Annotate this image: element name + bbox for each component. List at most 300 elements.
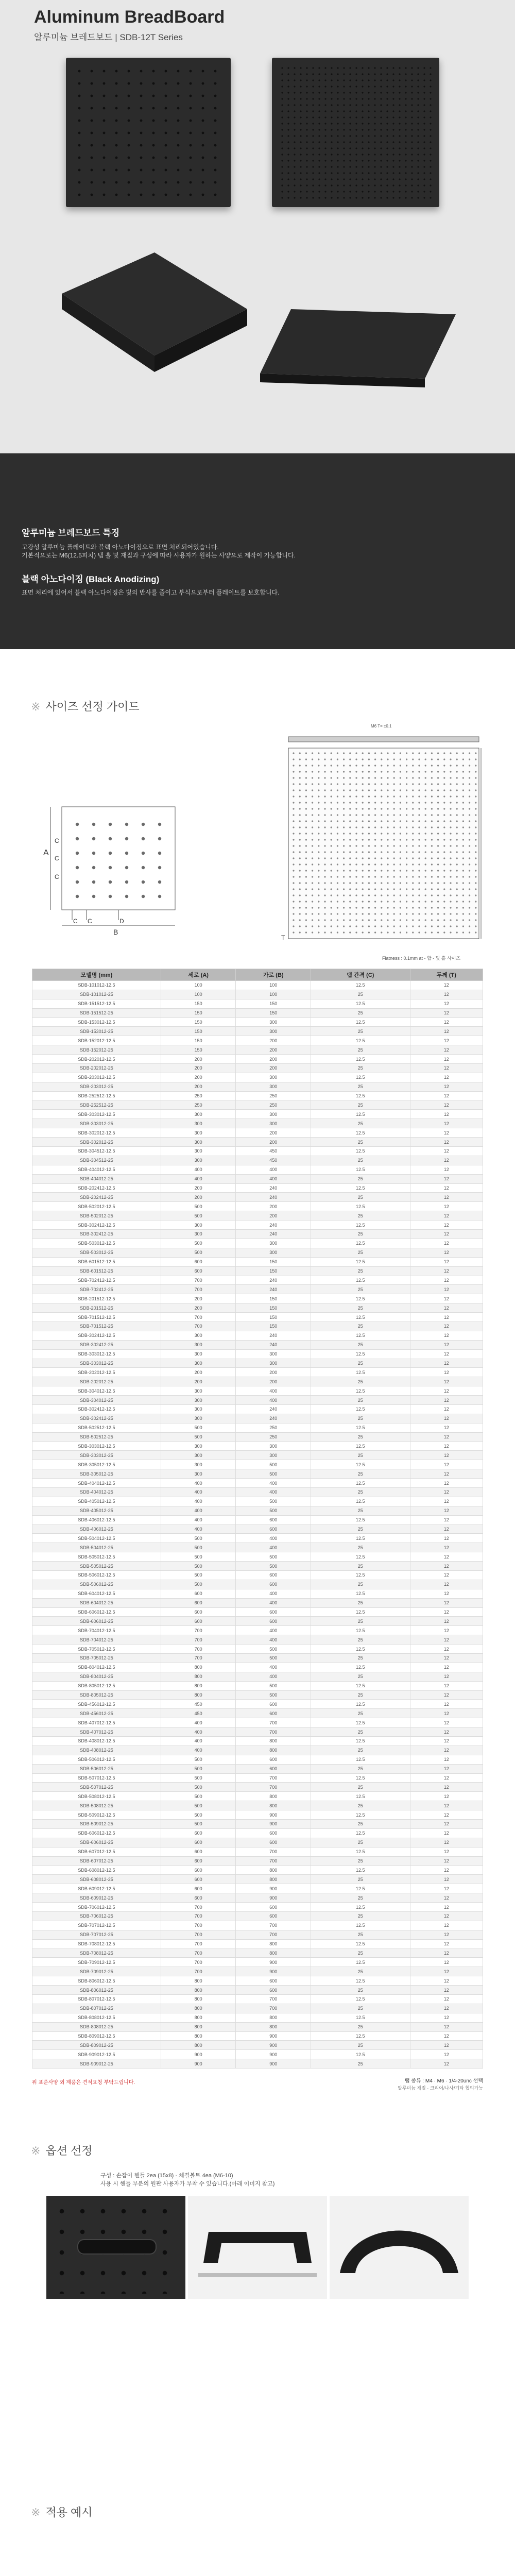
table-row bbox=[32, 1718, 483, 1727]
table-cell: 12 bbox=[410, 1128, 483, 1138]
table-cell: 12.5 bbox=[311, 1386, 410, 1396]
table-cell: 25 bbox=[311, 1598, 410, 1607]
table-cell: 300 bbox=[161, 1128, 236, 1138]
breadboard-photo-2 bbox=[272, 58, 439, 207]
table-cell: 12.5 bbox=[311, 1994, 410, 2004]
table-cell: 300 bbox=[161, 1451, 236, 1460]
table-cell: 12 bbox=[410, 1534, 483, 1543]
table-cell: 800 bbox=[161, 2031, 236, 2041]
table-cell: 800 bbox=[236, 1801, 311, 1810]
table-cell: 12 bbox=[410, 981, 483, 990]
table-row bbox=[32, 1745, 483, 1755]
table-cell: SDB-604012-12.5 bbox=[32, 1589, 161, 1598]
table-cell: 250 bbox=[236, 1100, 311, 1110]
table-cell: 400 bbox=[161, 1497, 236, 1506]
table-cell: 12 bbox=[410, 1690, 483, 1700]
table-cell: SDB-506012-25 bbox=[32, 1580, 161, 1589]
table-row bbox=[32, 1313, 483, 1322]
table-cell: 12 bbox=[410, 1598, 483, 1607]
table-cell: 25 bbox=[311, 1100, 410, 1110]
column-header: 세로 (A) bbox=[161, 969, 236, 981]
table-cell: SDB-101012-25 bbox=[32, 990, 161, 999]
table-cell: 12.5 bbox=[311, 1442, 410, 1451]
table-cell: 12.5 bbox=[311, 1755, 410, 1764]
table-cell: 12 bbox=[410, 1903, 483, 1912]
table-cell: SDB-203012-25 bbox=[32, 1082, 161, 1091]
table-cell: 12 bbox=[410, 1745, 483, 1755]
spec-table-wrap bbox=[32, 969, 483, 2069]
material-note: 알루미늄 재질 · 크리어/나사/기타 협의가능 bbox=[398, 2086, 483, 2091]
option-photo-handle-2 bbox=[330, 2196, 469, 2299]
table-cell: 400 bbox=[236, 1663, 311, 1672]
table-cell: 150 bbox=[236, 1294, 311, 1303]
table-cell: 800 bbox=[161, 2013, 236, 2022]
table-cell: SDB-302412-12.5 bbox=[32, 1404, 161, 1414]
table-cell: 12 bbox=[410, 1497, 483, 1506]
table-cell: 12 bbox=[410, 1755, 483, 1764]
table-cell: SDB-304512-25 bbox=[32, 1156, 161, 1165]
table-row bbox=[32, 1580, 483, 1589]
dim-note-top: M6 T= ±0.1 bbox=[371, 724, 392, 728]
table-cell: 800 bbox=[161, 1690, 236, 1700]
table-cell: 12 bbox=[410, 1939, 483, 1948]
table-cell: 400 bbox=[236, 1479, 311, 1488]
table-cell: 600 bbox=[236, 1607, 311, 1617]
table-cell: 250 bbox=[236, 1091, 311, 1100]
table-cell: 12.5 bbox=[311, 1257, 410, 1266]
table-cell: SDB-609012-25 bbox=[32, 1893, 161, 1903]
table-cell: 12.5 bbox=[311, 1903, 410, 1912]
table-cell: SDB-707012-25 bbox=[32, 1930, 161, 1939]
table-row bbox=[32, 1820, 483, 1829]
table-cell: 700 bbox=[161, 1645, 236, 1654]
table-cell: 12 bbox=[410, 1524, 483, 1534]
table-cell: 400 bbox=[161, 1524, 236, 1534]
table-row bbox=[32, 1893, 483, 1903]
table-cell: SDB-701512-25 bbox=[32, 1321, 161, 1331]
table-cell: 300 bbox=[161, 1442, 236, 1451]
table-cell: 25 bbox=[311, 1783, 410, 1792]
table-row bbox=[32, 1451, 483, 1460]
table-cell: 25 bbox=[311, 1930, 410, 1939]
table-cell: 150 bbox=[236, 1266, 311, 1276]
table-row bbox=[32, 1294, 483, 1303]
table-cell: 12 bbox=[410, 1737, 483, 1746]
table-cell: 12.5 bbox=[311, 1773, 410, 1783]
table-cell: 25 bbox=[311, 1008, 410, 1018]
table-cell: 12 bbox=[410, 1589, 483, 1598]
table-cell: SDB-708012-12.5 bbox=[32, 1939, 161, 1948]
table-cell: 25 bbox=[311, 1469, 410, 1479]
table-cell: 12.5 bbox=[311, 1202, 410, 1211]
table-cell: 700 bbox=[236, 1930, 311, 1939]
table-cell: 300 bbox=[161, 1147, 236, 1156]
table-cell: 600 bbox=[236, 1617, 311, 1626]
table-cell: SDB-407012-25 bbox=[32, 1727, 161, 1737]
table-cell: 12 bbox=[410, 1866, 483, 1875]
table-cell: 12 bbox=[410, 1930, 483, 1939]
table-cell: 12 bbox=[410, 1727, 483, 1737]
table-row bbox=[32, 1524, 483, 1534]
table-cell: 600 bbox=[236, 1828, 311, 1838]
table-cell: 12 bbox=[410, 1082, 483, 1091]
table-cell: SDB-101012-12.5 bbox=[32, 981, 161, 990]
table-cell: SDB-604012-25 bbox=[32, 1598, 161, 1607]
table-cell: 500 bbox=[236, 1681, 311, 1690]
table-cell: 25 bbox=[311, 1027, 410, 1036]
table-cell: 25 bbox=[311, 1764, 410, 1773]
table-cell: 12 bbox=[410, 1580, 483, 1589]
table-cell: 12 bbox=[410, 1257, 483, 1266]
table-cell: SDB-406012-12.5 bbox=[32, 1515, 161, 1524]
table-cell: SDB-701512-12.5 bbox=[32, 1313, 161, 1322]
table-cell: 12 bbox=[410, 1718, 483, 1727]
table-cell: 12 bbox=[410, 1193, 483, 1202]
table-row bbox=[32, 999, 483, 1008]
table-cell: 500 bbox=[161, 1432, 236, 1442]
table-cell: 12.5 bbox=[311, 1479, 410, 1488]
table-cell: 240 bbox=[236, 1404, 311, 1414]
breadboard-photo-1 bbox=[66, 58, 231, 207]
table-cell: SDB-705012-12.5 bbox=[32, 1645, 161, 1654]
table-cell: 12 bbox=[410, 1055, 483, 1064]
table-cell: 25 bbox=[311, 1617, 410, 1626]
table-cell: 200 bbox=[236, 1211, 311, 1221]
table-row bbox=[32, 1082, 483, 1091]
table-cell: 600 bbox=[161, 1866, 236, 1875]
table-cell: 12.5 bbox=[311, 1331, 410, 1340]
table-row bbox=[32, 1866, 483, 1875]
table-row bbox=[32, 1543, 483, 1552]
table-cell: SDB-202412-25 bbox=[32, 1193, 161, 1202]
table-cell: 25 bbox=[311, 2004, 410, 2013]
table-cell: 500 bbox=[161, 1792, 236, 1801]
table-cell: SDB-456012-12.5 bbox=[32, 1700, 161, 1709]
table-cell: 12.5 bbox=[311, 1018, 410, 1027]
table-cell: 600 bbox=[236, 1755, 311, 1764]
table-cell: 12 bbox=[410, 1183, 483, 1193]
table-row bbox=[32, 1165, 483, 1174]
table-cell: SDB-706012-25 bbox=[32, 1911, 161, 1921]
table-cell: 800 bbox=[236, 1948, 311, 1958]
table-cell: 25 bbox=[311, 1266, 410, 1276]
table-cell: 25 bbox=[311, 2022, 410, 2031]
table-cell: 12 bbox=[410, 1221, 483, 1230]
table-cell: 700 bbox=[161, 1948, 236, 1958]
table-row bbox=[32, 1479, 483, 1488]
table-cell: 25 bbox=[311, 1248, 410, 1257]
table-row bbox=[32, 1340, 483, 1349]
table-cell: SDB-807012-25 bbox=[32, 2004, 161, 2013]
table-cell: 500 bbox=[236, 1506, 311, 1515]
table-cell: 600 bbox=[161, 1257, 236, 1266]
table-cell: 12.5 bbox=[311, 1921, 410, 1930]
table-cell: 12 bbox=[410, 1911, 483, 1921]
table-cell: 25 bbox=[311, 1487, 410, 1497]
table-cell: 12.5 bbox=[311, 1847, 410, 1856]
features-text-1: 고강성 알루미늄 플레이트와 블랙 아노다이징으로 표면 처리되어있습니다. bbox=[22, 544, 219, 551]
table-cell: 12 bbox=[410, 1645, 483, 1654]
table-cell: 400 bbox=[161, 1506, 236, 1515]
table-cell: 800 bbox=[161, 2004, 236, 2013]
table-cell: 12.5 bbox=[311, 1534, 410, 1543]
table-cell: 300 bbox=[161, 1469, 236, 1479]
table-cell: 600 bbox=[236, 1976, 311, 1986]
table-row bbox=[32, 1958, 483, 1967]
dim-label-c3: C bbox=[55, 873, 59, 880]
table-cell: 12.5 bbox=[311, 1147, 410, 1156]
table-cell: 25 bbox=[311, 2059, 410, 2069]
table-cell: 600 bbox=[236, 1580, 311, 1589]
table-cell: 12 bbox=[410, 1359, 483, 1368]
table-cell: 25 bbox=[311, 1414, 410, 1423]
table-cell: 12 bbox=[410, 2022, 483, 2031]
table-cell: SDB-202012-12.5 bbox=[32, 1055, 161, 1064]
table-row bbox=[32, 1230, 483, 1239]
table-cell: 12.5 bbox=[311, 1939, 410, 1948]
table-cell: SDB-305012-12.5 bbox=[32, 1460, 161, 1469]
table-row bbox=[32, 1276, 483, 1285]
table-cell: 12.5 bbox=[311, 999, 410, 1008]
table-cell: SDB-203012-12.5 bbox=[32, 1073, 161, 1082]
table-row bbox=[32, 990, 483, 999]
table-cell: 800 bbox=[161, 2022, 236, 2031]
table-row bbox=[32, 1828, 483, 1838]
table-cell: SDB-607012-12.5 bbox=[32, 1847, 161, 1856]
table-cell: 500 bbox=[236, 1460, 311, 1469]
table-cell: 900 bbox=[236, 2050, 311, 2059]
table-cell: 600 bbox=[161, 1617, 236, 1626]
table-cell: 12 bbox=[410, 1064, 483, 1073]
table-cell: SDB-302012-25 bbox=[32, 1138, 161, 1147]
table-cell: 700 bbox=[161, 1285, 236, 1294]
table-cell: 400 bbox=[161, 1487, 236, 1497]
table-row bbox=[32, 1986, 483, 1995]
table-cell: 400 bbox=[161, 1174, 236, 1183]
table-cell: 12 bbox=[410, 1663, 483, 1672]
options-line-2: 사용 시 핸들 부분의 원판 사용자가 부착 수 있습니다.(아래 이미지 참고) bbox=[100, 2181, 275, 2187]
anodizing-heading: 블랙 아노다이징 (Black Anodizing) bbox=[22, 574, 160, 584]
table-row bbox=[32, 1359, 483, 1368]
table-row bbox=[32, 1727, 483, 1737]
table-cell: 500 bbox=[161, 1202, 236, 1211]
size-guide-title: 사이즈 선정 가이드 bbox=[45, 700, 140, 713]
table-row bbox=[32, 1110, 483, 1119]
table-cell: SDB-805012-25 bbox=[32, 1690, 161, 1700]
table-cell: 12 bbox=[410, 2059, 483, 2069]
note-mark: ※ bbox=[31, 2506, 41, 2519]
table-row bbox=[32, 1875, 483, 1884]
table-cell: SDB-704012-12.5 bbox=[32, 1626, 161, 1635]
table-cell: 150 bbox=[161, 1018, 236, 1027]
table-cell: 12.5 bbox=[311, 1294, 410, 1303]
table-cell: 25 bbox=[311, 1321, 410, 1331]
table-cell: 300 bbox=[161, 1404, 236, 1414]
table-cell: 12 bbox=[410, 1147, 483, 1156]
table-cell: 12 bbox=[410, 1921, 483, 1930]
table-cell: 700 bbox=[161, 1903, 236, 1912]
table-cell: 12 bbox=[410, 1562, 483, 1571]
table-cell: SDB-405012-25 bbox=[32, 1506, 161, 1515]
dim-label-c5: C bbox=[88, 918, 92, 925]
table-cell: 12.5 bbox=[311, 1497, 410, 1506]
table-row bbox=[32, 1460, 483, 1469]
table-row bbox=[32, 1838, 483, 1847]
table-row bbox=[32, 1911, 483, 1921]
table-cell: 12 bbox=[410, 1773, 483, 1783]
table-cell: 25 bbox=[311, 1230, 410, 1239]
table-cell: 12 bbox=[410, 1174, 483, 1183]
option-photo-plate bbox=[46, 2196, 185, 2299]
table-cell: 700 bbox=[161, 1939, 236, 1948]
table-cell: 25 bbox=[311, 1451, 410, 1460]
table-cell: 12 bbox=[410, 1552, 483, 1562]
table-cell: 25 bbox=[311, 1045, 410, 1055]
table-row bbox=[32, 2031, 483, 2041]
table-cell: 150 bbox=[236, 1008, 311, 1018]
table-row bbox=[32, 1423, 483, 1432]
table-cell: SDB-202012-25 bbox=[32, 1377, 161, 1386]
table-row bbox=[32, 2013, 483, 2022]
table-cell: 400 bbox=[161, 1718, 236, 1727]
table-cell: SDB-705012-25 bbox=[32, 1654, 161, 1663]
table-cell: 12 bbox=[410, 1045, 483, 1055]
table-row bbox=[32, 1921, 483, 1930]
table-cell: 700 bbox=[161, 1276, 236, 1285]
table-cell: 200 bbox=[236, 1036, 311, 1045]
table-cell: 25 bbox=[311, 1801, 410, 1810]
table-cell: 300 bbox=[236, 1027, 311, 1036]
table-cell: 25 bbox=[311, 2041, 410, 2050]
options-title: 옵션 선정 bbox=[45, 2144, 93, 2157]
table-cell: 200 bbox=[236, 1128, 311, 1138]
table-cell: 500 bbox=[161, 1423, 236, 1432]
table-cell: 12.5 bbox=[311, 1091, 410, 1100]
table-cell: 800 bbox=[236, 1875, 311, 1884]
table-cell: 400 bbox=[161, 1727, 236, 1737]
table-cell: 400 bbox=[236, 1487, 311, 1497]
table-cell: 12 bbox=[410, 990, 483, 999]
table-cell: SDB-304512-12.5 bbox=[32, 1147, 161, 1156]
table-cell: 240 bbox=[236, 1414, 311, 1423]
table-cell: 800 bbox=[161, 1976, 236, 1986]
table-cell: 200 bbox=[161, 1073, 236, 1082]
table-cell: 12 bbox=[410, 1156, 483, 1165]
table-cell: 12 bbox=[410, 1764, 483, 1773]
table-cell: 700 bbox=[236, 1921, 311, 1930]
table-cell: 25 bbox=[311, 1396, 410, 1405]
table-cell: 500 bbox=[161, 1773, 236, 1783]
table-cell: 200 bbox=[236, 1368, 311, 1377]
table-cell: 25 bbox=[311, 1654, 410, 1663]
table-cell: 12 bbox=[410, 1801, 483, 1810]
table-cell: 12 bbox=[410, 1396, 483, 1405]
table-cell: 25 bbox=[311, 1911, 410, 1921]
table-cell: SDB-302412-25 bbox=[32, 1414, 161, 1423]
table-cell: 240 bbox=[236, 1193, 311, 1202]
table-cell: SDB-302412-25 bbox=[32, 1230, 161, 1239]
table-row bbox=[32, 1617, 483, 1626]
table-row bbox=[32, 1801, 483, 1810]
table-cell: 12 bbox=[410, 1515, 483, 1524]
table-cell: 600 bbox=[236, 1571, 311, 1580]
dim-label-c1: C bbox=[55, 837, 59, 844]
table-cell: 12 bbox=[410, 1008, 483, 1018]
table-cell: 800 bbox=[236, 1939, 311, 1948]
table-cell: 12.5 bbox=[311, 1313, 410, 1322]
table-cell: 25 bbox=[311, 1690, 410, 1700]
table-cell: 700 bbox=[161, 1321, 236, 1331]
table-cell: 12 bbox=[410, 1783, 483, 1792]
table-row bbox=[32, 1321, 483, 1331]
table-cell: 12 bbox=[410, 1617, 483, 1626]
table-cell: 12 bbox=[410, 1451, 483, 1460]
table-cell: SDB-201512-12.5 bbox=[32, 1294, 161, 1303]
table-cell: SDB-709012-12.5 bbox=[32, 1958, 161, 1967]
table-cell: 12 bbox=[410, 1073, 483, 1082]
table-row bbox=[32, 2059, 483, 2069]
table-cell: 25 bbox=[311, 1082, 410, 1091]
table-row bbox=[32, 1377, 483, 1386]
table-cell: 200 bbox=[161, 1294, 236, 1303]
table-cell: 12 bbox=[410, 1414, 483, 1423]
table-row bbox=[32, 1967, 483, 1976]
table-cell: 600 bbox=[161, 1838, 236, 1847]
table-cell: 12 bbox=[410, 1543, 483, 1552]
table-cell: 500 bbox=[236, 1469, 311, 1479]
dim-label-b: B bbox=[113, 928, 118, 936]
table-row bbox=[32, 1211, 483, 1221]
table-cell: 12 bbox=[410, 1792, 483, 1801]
table-cell: SDB-606012-25 bbox=[32, 1838, 161, 1847]
table-cell: 25 bbox=[311, 1672, 410, 1681]
table-cell: 500 bbox=[161, 1543, 236, 1552]
table-cell: 150 bbox=[236, 1257, 311, 1266]
table-cell: 12 bbox=[410, 2031, 483, 2041]
table-cell: 12 bbox=[410, 999, 483, 1008]
table-cell: 12.5 bbox=[311, 1165, 410, 1174]
table-row bbox=[32, 2050, 483, 2059]
table-cell: 500 bbox=[236, 1562, 311, 1571]
table-row bbox=[32, 1598, 483, 1607]
table-cell: 12 bbox=[410, 1856, 483, 1866]
table-cell: 240 bbox=[236, 1285, 311, 1294]
table-cell: 600 bbox=[161, 1589, 236, 1598]
table-row bbox=[32, 1285, 483, 1294]
table-cell: 450 bbox=[161, 1700, 236, 1709]
table-cell: 700 bbox=[236, 1773, 311, 1783]
table-row bbox=[32, 1303, 483, 1313]
table-cell: 25 bbox=[311, 1856, 410, 1866]
table-cell: SDB-456012-25 bbox=[32, 1709, 161, 1718]
table-cell: SDB-252512-12.5 bbox=[32, 1091, 161, 1100]
table-row bbox=[32, 1589, 483, 1598]
table-cell: 900 bbox=[236, 1893, 311, 1903]
application-photo-base bbox=[229, 2571, 492, 2576]
table-cell: 600 bbox=[236, 1709, 311, 1718]
table-cell: 12.5 bbox=[311, 981, 410, 990]
table-cell: 400 bbox=[236, 1543, 311, 1552]
table-row bbox=[32, 1487, 483, 1497]
table-cell: 12 bbox=[410, 1976, 483, 1986]
table-cell: 600 bbox=[236, 1524, 311, 1534]
table-row bbox=[32, 1193, 483, 1202]
table-row bbox=[32, 1432, 483, 1442]
options-line-1: 구성 : 손잡이 핸들 2ea (15x8) · 체결볼트 4ea (M6-10) bbox=[100, 2173, 233, 2179]
table-cell: SDB-807012-12.5 bbox=[32, 1994, 161, 2004]
table-cell: SDB-502012-12.5 bbox=[32, 1202, 161, 1211]
table-cell: 25 bbox=[311, 1119, 410, 1128]
